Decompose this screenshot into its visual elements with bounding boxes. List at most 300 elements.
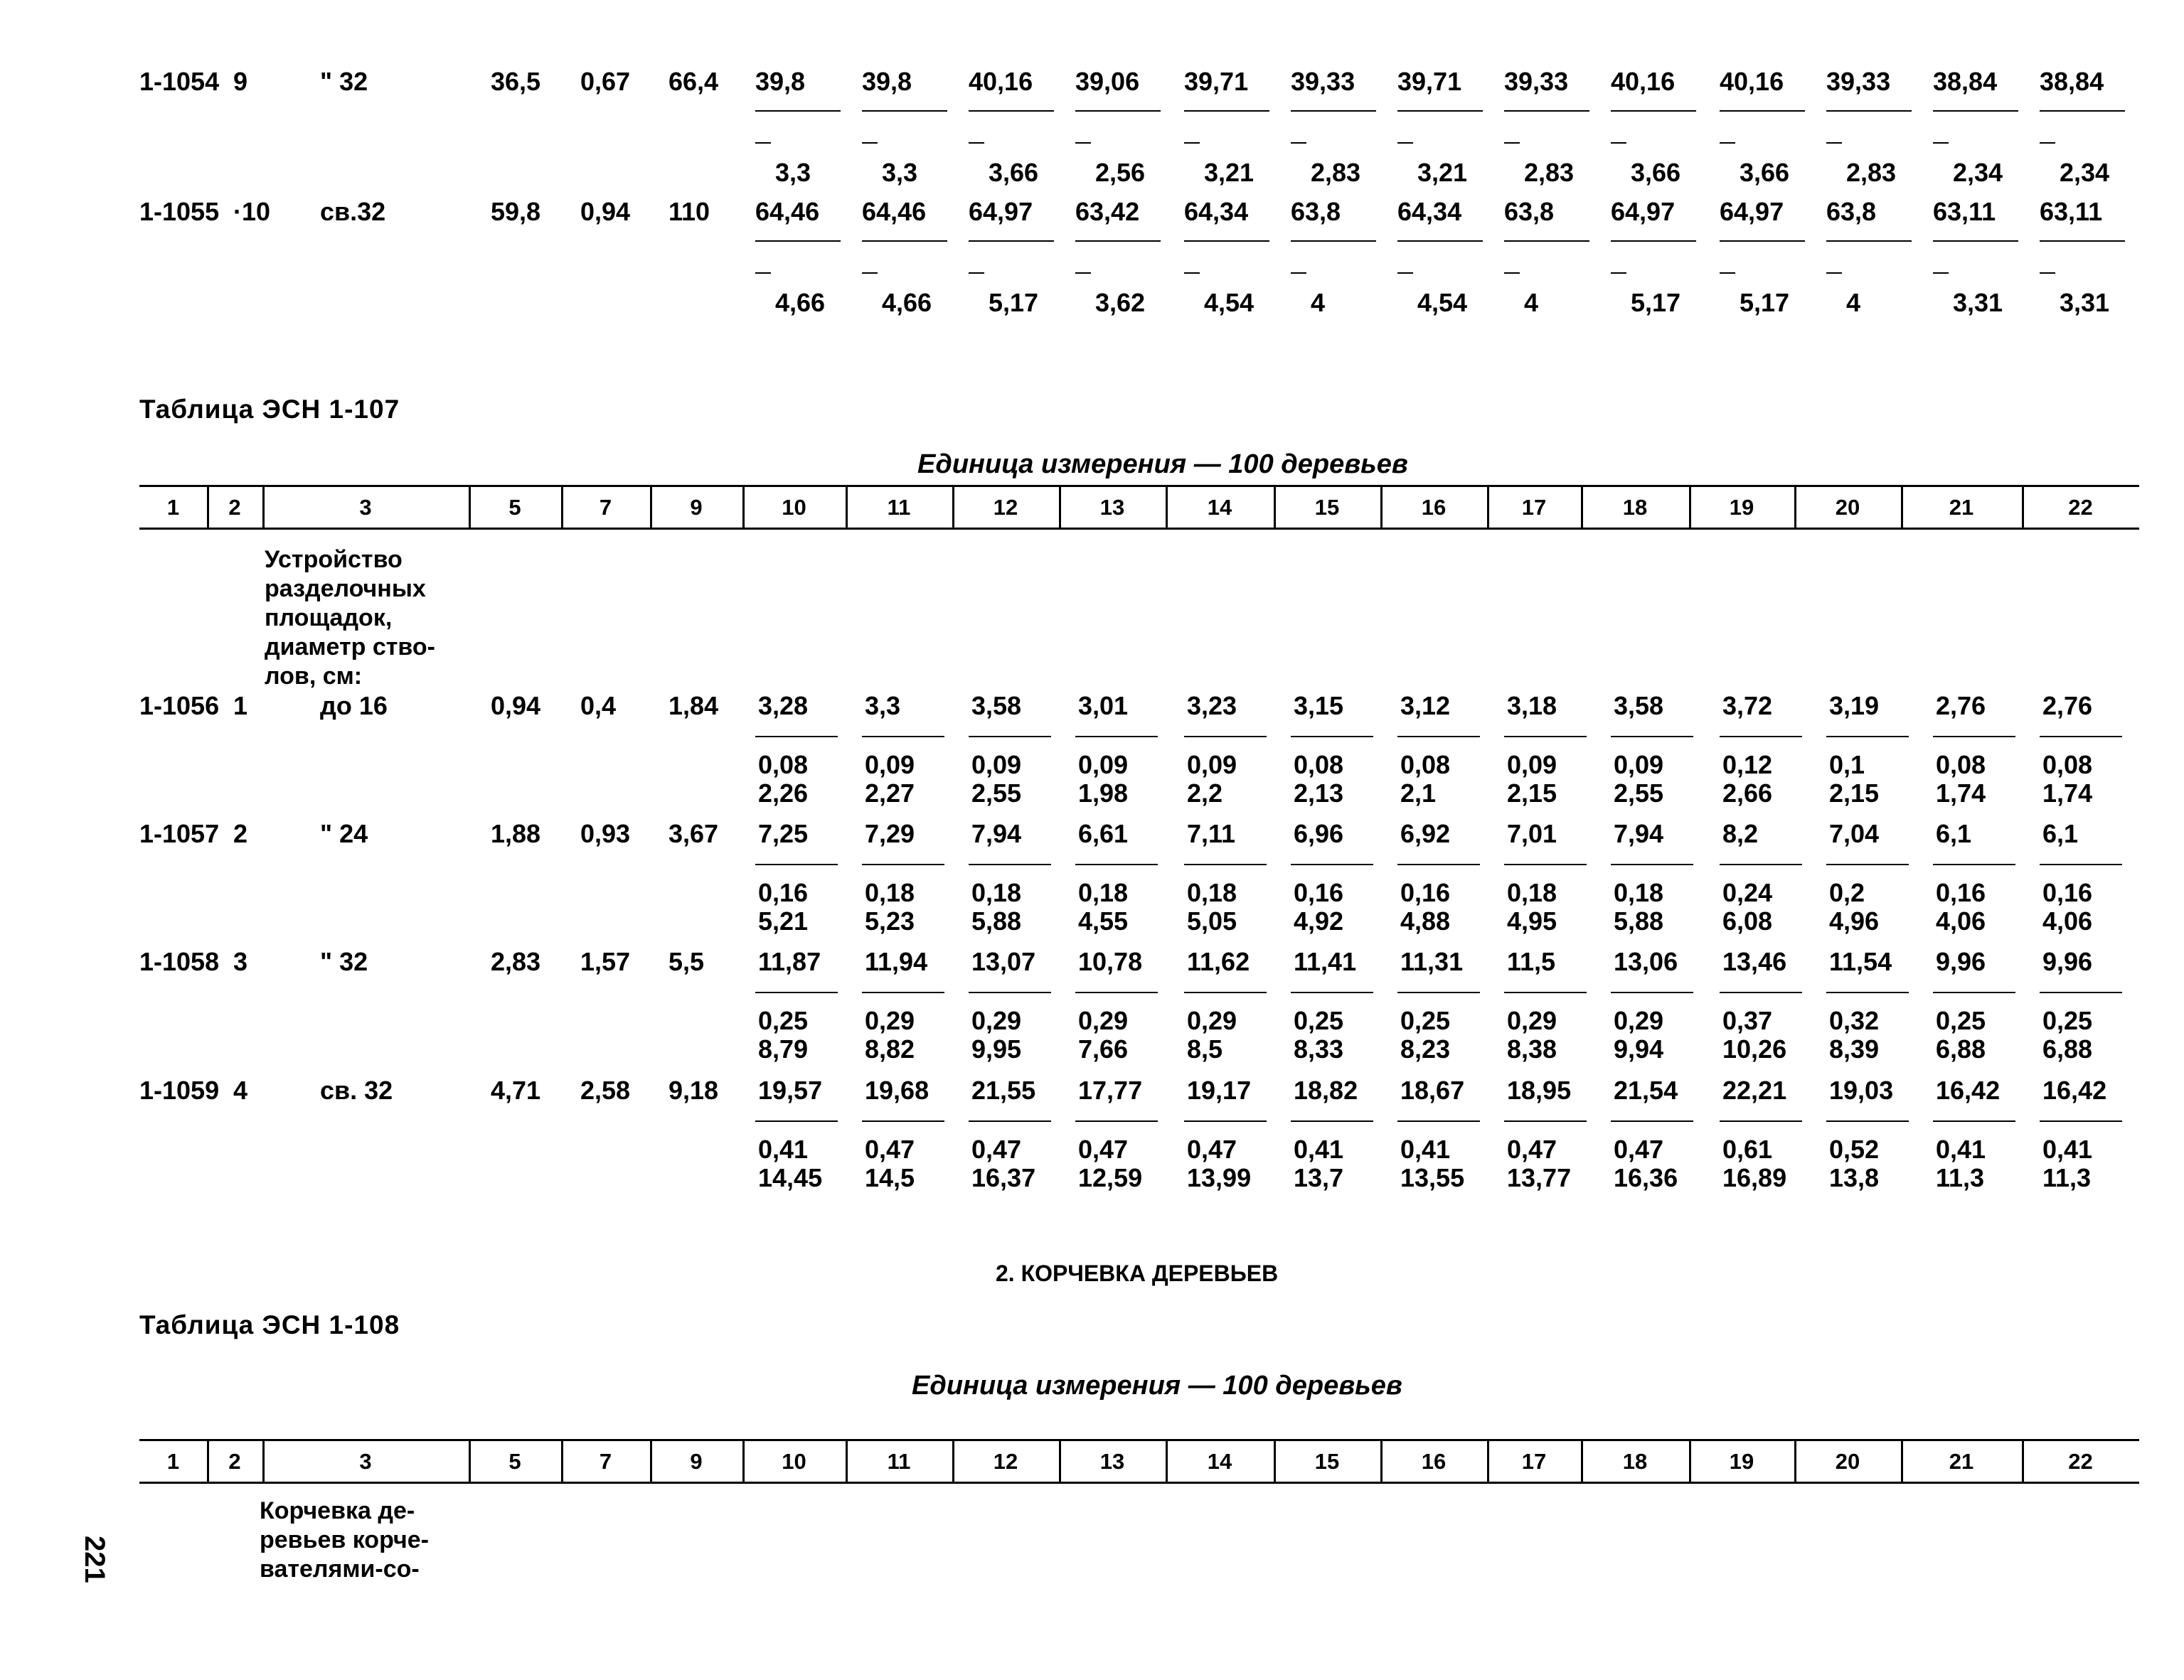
- denominator-value-2: 1,74: [2042, 779, 2093, 808]
- col7-value: 2,58: [580, 1076, 631, 1105]
- numerator-value: 39,71: [1397, 67, 1462, 96]
- denominator-value: 3,3: [882, 158, 918, 187]
- col5-value: 59,8: [491, 197, 541, 226]
- fraction-line: [1611, 736, 1693, 737]
- col9-value: 66,4: [668, 67, 719, 96]
- col9-value: 9,18: [668, 1076, 719, 1105]
- row-number: 1: [233, 691, 248, 720]
- fraction-line: [1611, 240, 1696, 242]
- column-header: 11: [887, 495, 911, 520]
- numerator-value: 63,11: [2040, 197, 2103, 226]
- column-header: 3: [359, 1449, 372, 1474]
- numerator-value: 6,1: [2042, 819, 2079, 848]
- denominator-value-1: 0,47: [1078, 1135, 1129, 1164]
- fraction-line: [969, 736, 1051, 737]
- fraction-line: [1933, 1120, 2015, 1122]
- numerator-value: 19,17: [1187, 1076, 1252, 1105]
- denominator-value: 4,66: [882, 288, 932, 317]
- fraction-dash: [755, 142, 771, 144]
- denominator-value: 3,3: [775, 158, 811, 187]
- denominator-value: 2,34: [1953, 158, 2003, 187]
- denominator-value-2: 8,23: [1400, 1034, 1451, 1064]
- table-108-unit: Единица измерения — 100 деревьев: [912, 1371, 1402, 1401]
- denominator-value-2: 1,98: [1078, 779, 1129, 808]
- denominator-value-2: 2,1: [1400, 779, 1437, 808]
- fraction-line: [1397, 240, 1483, 242]
- fraction-line: [1397, 864, 1480, 865]
- fraction-dash: [1075, 142, 1091, 144]
- row-code: 1-1055: [139, 197, 220, 226]
- numerator-value: 11,31: [1400, 947, 1464, 976]
- fraction-line: [755, 1120, 838, 1122]
- fraction-dash: [1933, 272, 1949, 274]
- denominator-value-2: 1,74: [1936, 779, 1986, 808]
- numerator-value: 63,8: [1826, 197, 1877, 226]
- denominator-value-1: 0,25: [1294, 1006, 1344, 1035]
- fraction-line: [2040, 992, 2122, 993]
- denominator-value-2: 8,33: [1294, 1034, 1344, 1064]
- numerator-value: 10,78: [1078, 947, 1143, 976]
- numerator-value: 3,58: [971, 691, 1022, 720]
- fraction-line: [969, 240, 1054, 242]
- denominator-value-2: 4,88: [1400, 906, 1451, 936]
- fraction-dash: [1826, 142, 1842, 144]
- row-number: 3: [233, 947, 248, 976]
- numerator-value: 19,57: [758, 1076, 823, 1105]
- numerator-value: 7,29: [865, 819, 915, 848]
- column-header: 17: [1521, 495, 1547, 520]
- fraction-dash: [1291, 142, 1306, 144]
- denominator-value-2: 13,8: [1829, 1163, 1880, 1192]
- numerator-value: 3,28: [758, 691, 809, 720]
- numerator-value: 3,12: [1400, 691, 1451, 720]
- denominator-value-2: 5,88: [971, 906, 1022, 936]
- numerator-value: 63,42: [1075, 197, 1140, 226]
- denominator-value-2: 4,95: [1507, 906, 1557, 936]
- denominator-value: 3,66: [1631, 158, 1681, 187]
- denominator-value-1: 0,47: [1507, 1135, 1557, 1164]
- numerator-value: 21,54: [1614, 1076, 1678, 1105]
- row-code: 1-1058: [139, 947, 220, 976]
- denominator-value-1: 0,41: [1936, 1135, 1986, 1164]
- fraction-dash: [1933, 142, 1949, 144]
- numerator-value: 3,23: [1187, 691, 1237, 720]
- section-title: 2. КОРЧЕВКА ДЕРЕВЬЕВ: [996, 1261, 1279, 1286]
- column-header: 15: [1314, 495, 1340, 520]
- col5-value: 1,88: [491, 819, 541, 848]
- denominator-value-2: 13,55: [1400, 1163, 1465, 1192]
- numerator-value: 6,61: [1078, 819, 1129, 848]
- denominator-value-2: 4,06: [2042, 906, 2093, 936]
- denominator-value-1: 0,12: [1722, 750, 1773, 779]
- denominator-value: 2,83: [1846, 158, 1897, 187]
- column-header: 10: [782, 1449, 806, 1474]
- fraction-line: [1720, 864, 1802, 865]
- fraction-dash: [1184, 142, 1200, 144]
- denominator-value: 4: [1846, 288, 1861, 317]
- denominator-value-1: 0,1: [1829, 750, 1865, 779]
- fraction-line: [862, 1120, 944, 1122]
- numerator-value: 11,41: [1294, 947, 1357, 976]
- numerator-value: 11,54: [1829, 947, 1892, 976]
- column-header: 19: [1729, 495, 1754, 520]
- denominator-value-1: 0,47: [865, 1135, 915, 1164]
- column-header: 16: [1421, 495, 1447, 520]
- fraction-line: [755, 992, 838, 993]
- denominator-value: 4,54: [1417, 288, 1468, 317]
- fraction-line: [2040, 110, 2125, 112]
- fraction-line: [1826, 736, 1909, 737]
- fraction-line: [1720, 736, 1802, 737]
- numerator-value: 3,15: [1294, 691, 1344, 720]
- denominator-value-2: 2,55: [1614, 779, 1664, 808]
- fraction-line: [755, 110, 841, 112]
- denominator-value-2: 4,96: [1829, 906, 1880, 936]
- numerator-value: 38,84: [1933, 67, 1998, 96]
- column-header: 21: [1949, 1449, 1974, 1474]
- fraction-line: [1397, 110, 1483, 112]
- row-name: " 32: [320, 947, 368, 976]
- denominator-value-2: 5,21: [758, 906, 809, 936]
- fraction-line: [862, 992, 944, 993]
- fraction-line: [1291, 110, 1376, 112]
- fraction-line: [1397, 1120, 1480, 1122]
- fraction-line: [1720, 110, 1805, 112]
- numerator-value: 2,76: [1936, 691, 1986, 720]
- denominator-value-1: 0,18: [1614, 878, 1664, 907]
- fraction-line: [1075, 240, 1161, 242]
- denominator-value-1: 0,25: [1400, 1006, 1451, 1035]
- column-header: 18: [1622, 1449, 1648, 1474]
- column-header: 12: [993, 495, 1018, 520]
- numerator-value: 3,01: [1078, 691, 1129, 720]
- column-header: 1: [166, 1449, 180, 1474]
- denominator-value: 5,17: [1631, 288, 1681, 317]
- fraction-line: [1504, 992, 1587, 993]
- fraction-line: [1611, 1120, 1693, 1122]
- numerator-value: 18,82: [1294, 1076, 1358, 1105]
- numerator-value: 39,06: [1075, 67, 1140, 96]
- numerator-value: 40,16: [1720, 67, 1784, 96]
- column-header: 13: [1099, 1449, 1125, 1474]
- numerator-value: 38,84: [2040, 67, 2104, 96]
- denominator-value: 3,31: [1953, 288, 2003, 317]
- denominator-value-1: 0,08: [2042, 750, 2093, 779]
- numerator-value: 3,19: [1829, 691, 1880, 720]
- fraction-dash: [1184, 272, 1200, 274]
- numerator-value: 39,33: [1826, 67, 1891, 96]
- column-header: 7: [599, 495, 612, 520]
- denominator-value-1: 0,41: [1400, 1135, 1451, 1164]
- fraction-line: [1933, 110, 2018, 112]
- denominator-value-2: 2,27: [865, 779, 915, 808]
- fraction-line: [1933, 864, 2015, 865]
- fraction-line: [1826, 1120, 1909, 1122]
- numerator-value: 2,76: [2042, 691, 2093, 720]
- fraction-dash: [1826, 272, 1842, 274]
- fraction-line: [1611, 110, 1696, 112]
- row-number: 9: [233, 67, 248, 96]
- denominator-value: 3,66: [989, 158, 1039, 187]
- denominator-value: 3,21: [1204, 158, 1255, 187]
- denominator-value-1: 0,16: [758, 878, 809, 907]
- column-header: 15: [1314, 1449, 1340, 1474]
- numerator-value: 3,72: [1722, 691, 1773, 720]
- numerator-value: 9,96: [1936, 947, 1986, 976]
- numerator-value: 7,04: [1829, 819, 1880, 848]
- fraction-line: [755, 240, 841, 242]
- column-header: 17: [1521, 1449, 1547, 1474]
- numerator-value: 63,8: [1291, 197, 1341, 226]
- column-header: 5: [508, 1449, 521, 1474]
- numerator-value: 3,18: [1507, 691, 1557, 720]
- numerator-value: 9,96: [2042, 947, 2093, 976]
- col7-value: 0,67: [580, 67, 631, 96]
- numerator-value: 64,34: [1397, 197, 1462, 226]
- denominator-value-2: 5,88: [1614, 906, 1664, 936]
- denominator-value-1: 0,29: [1507, 1006, 1557, 1035]
- denominator-value-1: 0,41: [758, 1135, 809, 1164]
- header-bottom-rule: [139, 1482, 2139, 1484]
- numerator-value: 64,97: [1720, 197, 1784, 226]
- denominator-value-2: 12,59: [1078, 1163, 1143, 1192]
- table-108-caption: Таблица ЭСН 1-108: [139, 1310, 400, 1339]
- denominator-value-2: 2,55: [971, 779, 1022, 808]
- fraction-dash: [1720, 142, 1735, 144]
- denominator-value-1: 0,09: [1078, 750, 1129, 779]
- header-top-rule: [139, 1439, 2139, 1441]
- numerator-value: 11,87: [758, 947, 821, 976]
- header-bottom-rule: [139, 528, 2139, 530]
- numerator-value: 7,11: [1187, 819, 1236, 848]
- numerator-value: 18,95: [1507, 1076, 1572, 1105]
- denominator-value: 3,62: [1095, 288, 1146, 317]
- fraction-line: [1075, 864, 1158, 865]
- denominator-value-1: 0,16: [2042, 878, 2093, 907]
- denominator-value-1: 0,61: [1722, 1135, 1773, 1164]
- denominator-value-1: 0,41: [1294, 1135, 1344, 1164]
- numerator-value: 3,58: [1614, 691, 1664, 720]
- denominator-value-2: 6,08: [1722, 906, 1773, 936]
- col7-value: 0,93: [580, 819, 631, 848]
- fraction-line: [1504, 110, 1589, 112]
- fraction-line: [2040, 736, 2122, 737]
- fraction-line: [1933, 992, 2015, 993]
- numerator-value: 64,34: [1184, 197, 1249, 226]
- denominator-value-2: 11,3: [1936, 1163, 1985, 1192]
- denominator-value: 3,66: [1740, 158, 1790, 187]
- fraction-line: [1611, 992, 1693, 993]
- fraction-line: [2040, 240, 2125, 242]
- header-top-rule: [139, 485, 2139, 487]
- table-107-caption: Таблица ЭСН 1-107: [139, 395, 400, 424]
- numerator-value: 39,8: [862, 67, 912, 96]
- fraction-line: [1291, 240, 1376, 242]
- column-header: 22: [2068, 1449, 2093, 1474]
- denominator-value-1: 0,29: [1614, 1006, 1664, 1035]
- fraction-line: [1504, 1120, 1587, 1122]
- denominator-value-2: 14,5: [865, 1163, 915, 1192]
- column-header: 3: [359, 495, 372, 520]
- denominator-value-1: 0,18: [1187, 878, 1237, 907]
- denominator-value-2: 8,79: [758, 1034, 809, 1064]
- denominator-value-2: 2,13: [1294, 779, 1344, 808]
- denominator-value: 2,34: [2060, 158, 2110, 187]
- denominator-value-2: 13,77: [1507, 1163, 1572, 1192]
- denominator-value-1: 0,32: [1829, 1006, 1880, 1035]
- denominator-value-2: 10,26: [1722, 1034, 1787, 1064]
- column-header: 9: [690, 1449, 703, 1474]
- denominator-value-1: 0,09: [1507, 750, 1557, 779]
- fraction-dash: [1720, 272, 1735, 274]
- numerator-value: 39,33: [1291, 67, 1355, 96]
- denominator-value-1: 0,29: [1187, 1006, 1237, 1035]
- fraction-line: [862, 240, 947, 242]
- fraction-line: [1933, 240, 2018, 242]
- denominator-value-2: 2,66: [1722, 779, 1773, 808]
- fraction-line: [1611, 864, 1693, 865]
- fraction-dash: [1397, 142, 1413, 144]
- fraction-dash: [1075, 272, 1091, 274]
- denominator-value-1: 0,16: [1400, 878, 1451, 907]
- numerator-value: 39,8: [755, 67, 806, 96]
- fraction-line: [1075, 1120, 1158, 1122]
- column-header: 9: [690, 495, 703, 520]
- fraction-line: [1720, 1120, 1802, 1122]
- column-header: 10: [782, 495, 806, 520]
- denominator-value-1: 0,25: [2042, 1006, 2093, 1035]
- denominator-value-2: 4,06: [1936, 906, 1986, 936]
- denominator-value-1: 0,16: [1936, 878, 1986, 907]
- row-name: св.32: [320, 197, 386, 226]
- column-header: 2: [228, 495, 241, 520]
- row-name: св. 32: [320, 1076, 393, 1105]
- fraction-line: [1291, 864, 1373, 865]
- denominator-value-1: 0,37: [1722, 1006, 1773, 1035]
- table-107-unit: Единица измерения — 100 деревьев: [917, 449, 1408, 479]
- fraction-line: [862, 736, 944, 737]
- fraction-line: [969, 110, 1054, 112]
- numerator-value: 8,2: [1722, 819, 1759, 848]
- denominator-value-1: 0,29: [865, 1006, 915, 1035]
- numerator-value: 40,16: [969, 67, 1033, 96]
- denominator-value-1: 0,09: [1187, 750, 1237, 779]
- numerator-value: 7,94: [1614, 819, 1664, 848]
- denominator-value: 2,56: [1095, 158, 1146, 187]
- row-code: 1-1057: [139, 819, 220, 848]
- denominator-value: 3,31: [2060, 288, 2110, 317]
- column-header: 5: [508, 495, 521, 520]
- denominator-value-1: 0,09: [1614, 750, 1664, 779]
- denominator-value-2: 16,89: [1722, 1163, 1787, 1192]
- col7-value: 0,4: [580, 691, 617, 720]
- numerator-value: 11,62: [1187, 947, 1250, 976]
- denominator-value: 5,17: [989, 288, 1039, 317]
- numerator-value: 7,25: [758, 819, 809, 848]
- col5-value: 4,71: [491, 1076, 541, 1105]
- denominator-value-1: 0,18: [971, 878, 1022, 907]
- fraction-dash: [755, 272, 771, 274]
- denominator-value: 3,21: [1417, 158, 1468, 187]
- col9-value: 1,84: [668, 691, 719, 720]
- denominator-value-2: 7,66: [1078, 1034, 1129, 1064]
- column-header: 7: [599, 1449, 612, 1474]
- col5-value: 2,83: [491, 947, 541, 976]
- fraction-line: [1504, 240, 1589, 242]
- denominator-value-2: 6,88: [1936, 1034, 1986, 1064]
- numerator-value: 13,46: [1722, 947, 1787, 976]
- fraction-line: [1075, 992, 1158, 993]
- column-header: 2: [228, 1449, 241, 1474]
- col9-value: 110: [668, 197, 710, 226]
- denominator-value-2: 2,15: [1829, 779, 1880, 808]
- row-code: 1-1054: [139, 67, 220, 96]
- fraction-line: [1397, 992, 1480, 993]
- denominator-value-2: 8,39: [1829, 1034, 1880, 1064]
- column-header: 21: [1949, 495, 1974, 520]
- row-number: ·10: [233, 197, 271, 226]
- numerator-value: 6,96: [1294, 819, 1344, 848]
- numerator-value: 7,01: [1507, 819, 1557, 848]
- denominator-value-1: 0,08: [1400, 750, 1451, 779]
- denominator-value-2: 2,2: [1187, 779, 1223, 808]
- numerator-value: 39,71: [1184, 67, 1249, 96]
- column-header: 20: [1835, 495, 1860, 520]
- denominator-value-2: 14,45: [758, 1163, 823, 1192]
- numerator-value: 64,46: [755, 197, 820, 226]
- numerator-value: 13,07: [971, 947, 1036, 976]
- denominator-value-2: 4,55: [1078, 906, 1129, 936]
- denominator-value-1: 0,08: [1936, 750, 1986, 779]
- column-header: 11: [887, 1449, 911, 1474]
- denominator-value-2: 13,99: [1187, 1163, 1252, 1192]
- fraction-line: [969, 1120, 1051, 1122]
- row-number: 2: [233, 819, 248, 848]
- denominator-value: 4,54: [1204, 288, 1255, 317]
- denominator-value: 5,17: [1740, 288, 1790, 317]
- col7-value: 1,57: [580, 947, 631, 976]
- denominator-value-1: 0,47: [971, 1135, 1022, 1164]
- column-header: 1: [166, 495, 180, 520]
- col5-value: 36,5: [491, 67, 541, 96]
- fraction-dash: [1397, 272, 1413, 274]
- row-name: " 24: [320, 819, 368, 848]
- denominator-value: 4: [1311, 288, 1326, 317]
- fraction-line: [1397, 736, 1480, 737]
- numerator-value: 3,3: [865, 691, 901, 720]
- fraction-line: [969, 864, 1051, 865]
- denominator-value-2: 5,23: [865, 906, 915, 936]
- fraction-line: [2040, 864, 2122, 865]
- denominator-value-1: 0,29: [1078, 1006, 1129, 1035]
- denominator-value-2: 5,05: [1187, 906, 1237, 936]
- fraction-line: [1184, 736, 1267, 737]
- numerator-value: 19,03: [1829, 1076, 1894, 1105]
- column-header: 14: [1207, 1449, 1232, 1474]
- numerator-value: 22,21: [1722, 1076, 1787, 1105]
- fraction-line: [755, 736, 838, 737]
- numerator-value: 17,77: [1078, 1076, 1143, 1105]
- denominator-value-1: 0,24: [1722, 878, 1773, 907]
- fraction-line: [1291, 1120, 1373, 1122]
- numerator-value: 63,11: [1933, 197, 1996, 226]
- denominator-value: 2,83: [1311, 158, 1361, 187]
- fraction-line: [1075, 110, 1161, 112]
- row-number: 4: [233, 1076, 248, 1105]
- denominator-value: 4: [1524, 288, 1539, 317]
- fraction-line: [1720, 992, 1802, 993]
- denominator-value-1: 0,18: [1078, 878, 1129, 907]
